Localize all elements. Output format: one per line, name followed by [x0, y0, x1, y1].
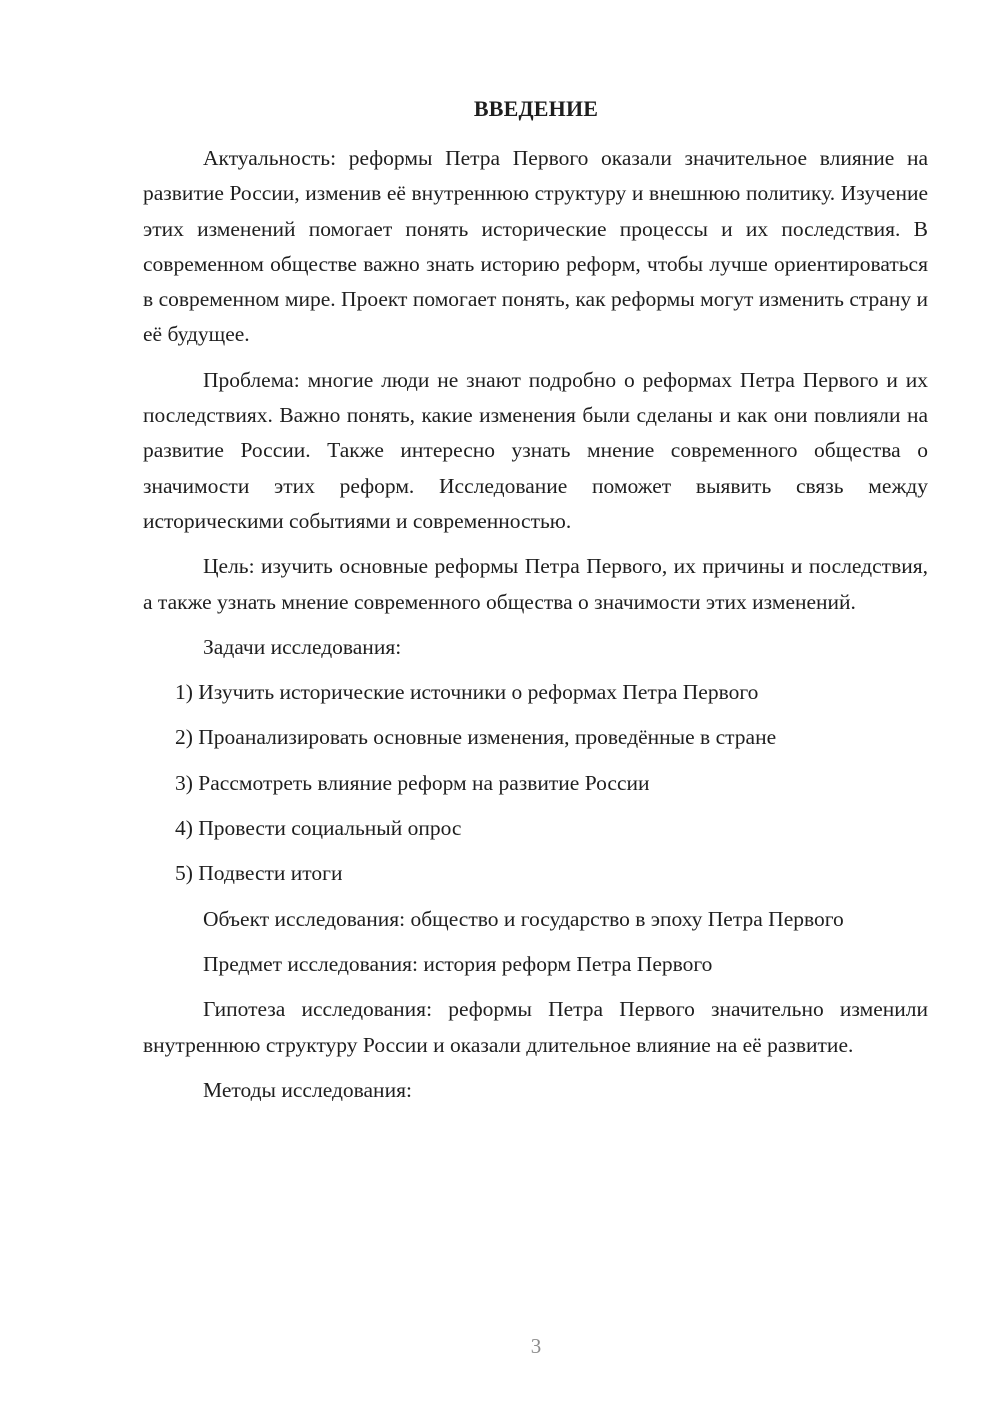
paragraph-relevance: Актуальность: реформы Петра Первого оказали значительное влияние на развитие России, изменив её внутреннюю структуру и внешнюю политику. Изучение этих изменений помогает понять исторические процессы и их последствия. В современном обществе важно знать историю реформ, чтобы лучше ориентироваться в современном мире. Проект помогает понять, как реформы могут изменить страну и её будущее. [143, 146, 928, 347]
paragraph-subject: Предмет исследования: история реформ Петра Первого [203, 951, 713, 976]
task-item-4: 4) Провести социальный опрос [175, 816, 462, 841]
task-item-2: 2) Проанализировать основные изменения, проведённые в стране [175, 725, 777, 750]
task-item-1: 1) Изучить исторические источники о реформах Петра Первого [175, 680, 759, 705]
section-heading: ВВЕДЕНИЕ [473, 96, 599, 121]
task-item-5: 5) Подвести итоги [175, 861, 343, 886]
tasks-heading: Задачи исследования: [203, 634, 402, 659]
paragraph-hypothesis: Гипотеза исследования: реформы Петра Первого значительно изменили внутреннюю структуру России и оказали длительное влияние на её развитие. [143, 997, 928, 1057]
paragraph-object: Объект исследования: общество и государство в эпоху Петра Первого [203, 906, 844, 931]
document-body [143, 141, 928, 1108]
task-item-3: 3) Рассмотреть влияние реформ на развитие России [175, 770, 650, 795]
paragraph-problem: Проблема: многие люди не знают подробно о реформах Петра Первого и их последствиях. Важно понять, какие изменения были сделаны и как они повлияли на развитие России. Также интересно узнать мнение современного общества о значимости этих реформ. Исследование поможет выявить связь между историческими событиями и современностью. [143, 367, 928, 533]
methods-heading: Методы исследования: [203, 1077, 412, 1102]
paragraph-goal: Цель: изучить основные реформы Петра Первого, их причины и последствия, а также узнать мнение современного общества о значимости этих изменений. [143, 554, 928, 614]
page-number: 3 [530, 1334, 542, 1358]
